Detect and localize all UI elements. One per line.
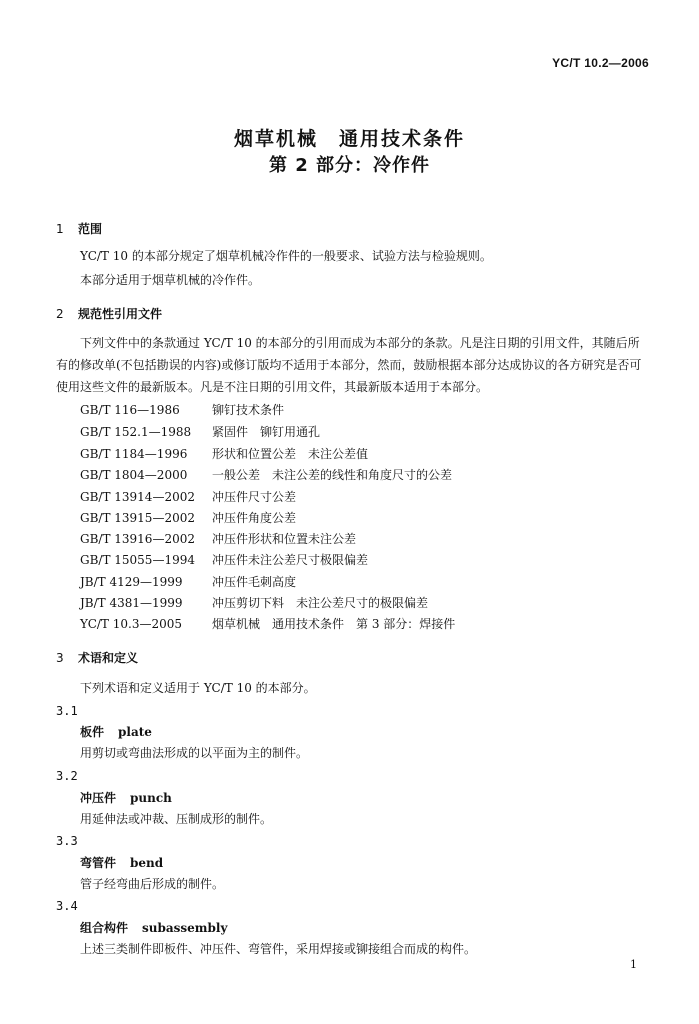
reference-item xyxy=(80,616,455,632)
section-2-paragraph: 下列文件中的条款通过 YC/T 10 的本部分的引用而成为本部分的条款。凡是注日期的引用文件，其随后所有的修改单(不包括勘误的内容)或修订版均不适用于本部分，然而，鼓励根据本部分达成协议的各方研究是否可使用这些文件的最新版本。凡是不注日期的引用文件，其最新版本适用于本部分。 xyxy=(56,336,642,394)
reference-item xyxy=(80,467,452,483)
reference-title: 烟草机械 通用技术条件 第 3 部分：焊接件 xyxy=(212,617,456,631)
term-definition: 用剪切或弯曲法形成的以平面为主的制件。 xyxy=(80,746,309,760)
term-name-zh: 弯管件 xyxy=(80,856,117,870)
reference-item xyxy=(80,531,356,547)
reference-code: JB/T 4381—1999 xyxy=(80,596,183,610)
reference-code: GB/T 13916—2002 xyxy=(80,532,195,546)
term-name xyxy=(80,724,152,740)
reference-title: 冲压件尺寸公差 xyxy=(212,490,297,504)
reference-title: 冲压件未注公差尺寸极限偏差 xyxy=(212,553,369,567)
reference-code: GB/T 1184—1996 xyxy=(80,447,188,461)
reference-item xyxy=(80,510,296,526)
reference-code: GB/T 13914—2002 xyxy=(80,490,195,504)
reference-title: 紧固件 铆钉用通孔 xyxy=(212,425,321,439)
term-number: 3.1 xyxy=(56,704,78,718)
term-name xyxy=(80,855,163,871)
reference-title: 形状和位置公差 未注公差值 xyxy=(212,447,369,461)
document-title: 烟草机械 通用技术条件 xyxy=(233,128,465,150)
document-subtitle: 第 2 部分：冷作件 xyxy=(268,155,431,176)
reference-item xyxy=(80,574,296,590)
standard-code: YC/T 10.2—2006 xyxy=(552,56,649,70)
term-name-en: subassembly xyxy=(142,921,228,935)
section-1-number: 1 xyxy=(56,222,64,236)
term-name-en: punch xyxy=(130,791,172,805)
reference-item xyxy=(80,595,428,611)
term-name-zh: 组合构件 xyxy=(80,921,129,935)
reference-code: GB/T 152.1—1988 xyxy=(80,425,192,439)
term-name-zh: 板件 xyxy=(80,725,105,739)
page-number: 1 xyxy=(630,958,637,971)
section-3-title: 术语和定义 xyxy=(78,651,139,665)
reference-code: GB/T 13915—2002 xyxy=(80,511,195,525)
reference-code: GB/T 15055—1994 xyxy=(80,553,195,567)
section-1-title: 范围 xyxy=(78,222,103,236)
section-1-line-2: 本部分适用于烟草机械的冷作件。 xyxy=(80,273,261,287)
term-definition: 上述三类制件即板件、冲压件、弯管件，采用焊接或铆接组合而成的构件。 xyxy=(80,942,477,956)
reference-code: YC/T 10.3—2005 xyxy=(80,617,183,631)
term-number: 3.4 xyxy=(56,899,78,913)
reference-code: JB/T 4129—1999 xyxy=(80,575,183,589)
section-3-number: 3 xyxy=(56,651,64,665)
term-number: 3.2 xyxy=(56,769,78,783)
reference-code: GB/T 1804—2000 xyxy=(80,468,188,482)
term-name-zh: 冲压件 xyxy=(80,791,117,805)
reference-item xyxy=(80,552,368,568)
reference-title: 冲压剪切下料 未注公差尺寸的极限偏差 xyxy=(212,596,429,610)
term-name-en: bend xyxy=(130,856,164,870)
reference-title: 冲压件形状和位置未注公差 xyxy=(212,532,357,546)
reference-item xyxy=(80,489,296,505)
reference-item xyxy=(80,402,284,418)
section-1-line-1: YC/T 10 的本部分规定了烟草机械冷作件的一般要求、试验方法与检验规则。 xyxy=(80,249,492,263)
reference-code: GB/T 116—1986 xyxy=(80,403,180,417)
section-2-title: 规范性引用文件 xyxy=(78,307,163,321)
reference-title: 冲压件毛刺高度 xyxy=(212,575,297,589)
term-definition: 管子经弯曲后形成的制件。 xyxy=(80,877,225,891)
reference-title: 一般公差 未注公差的线性和角度尺寸的公差 xyxy=(212,468,453,482)
reference-title: 铆钉技术条件 xyxy=(212,403,285,417)
term-definition: 用延伸法或冲裁、压制成形的制件。 xyxy=(80,812,273,826)
term-name xyxy=(80,790,172,806)
term-number: 3.3 xyxy=(56,834,78,848)
section-3-intro: 下列术语和定义适用于 YC/T 10 的本部分。 xyxy=(80,681,316,695)
term-name-en: plate xyxy=(118,725,152,739)
reference-item xyxy=(80,446,368,462)
reference-item xyxy=(80,424,320,440)
section-2-number: 2 xyxy=(56,307,64,321)
reference-title: 冲压件角度公差 xyxy=(212,511,297,525)
term-name xyxy=(80,920,227,936)
